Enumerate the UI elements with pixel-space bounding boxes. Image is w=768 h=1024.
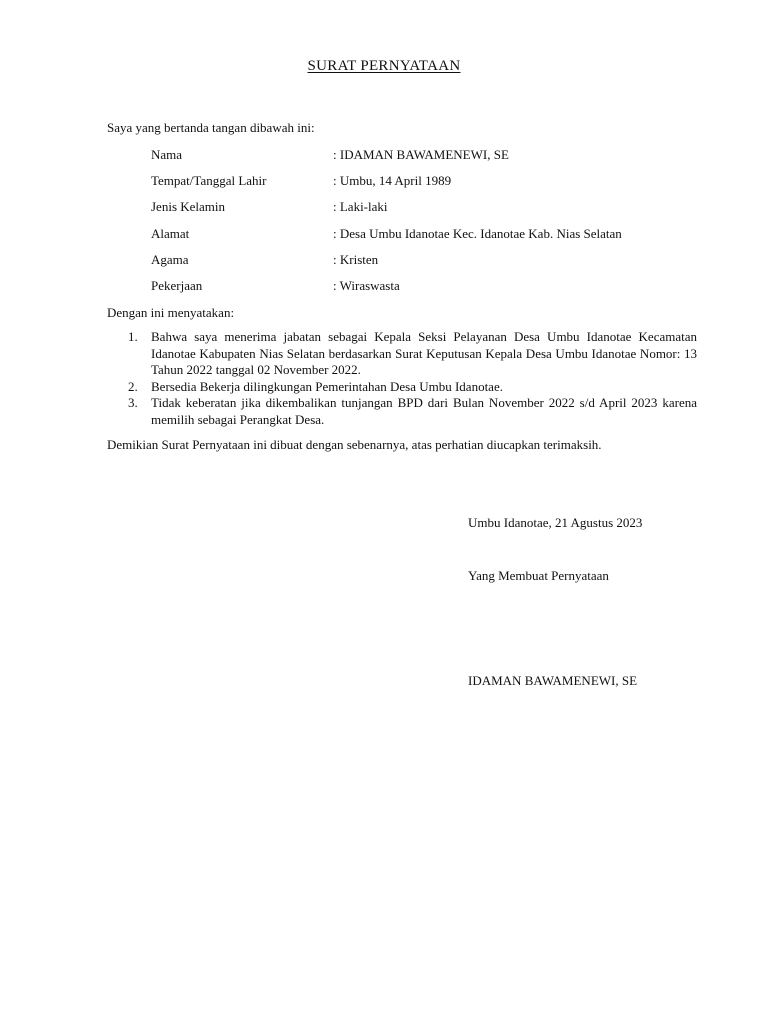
list-item (107, 329, 697, 379)
field-row-agama (151, 252, 711, 270)
list-item-text: Tidak keberatan jika dikembalikan tunjangan BPD dari Bulan November 2022 s/d April 2023 karena memilih sebagai Perangkat Desa. (151, 395, 697, 427)
field-label: Jenis Kelamin (151, 199, 226, 214)
statement-list (107, 329, 697, 428)
list-item-number: 1. (128, 329, 138, 344)
field-value: : Desa Umbu Idanotae Kec. Idanotae Kab. Nias Selatan (333, 226, 622, 241)
field-value: : Umbu, 14 April 1989 (333, 173, 452, 188)
signature-place-date: Umbu Idanotae, 21 Agustus 2023 (468, 515, 643, 530)
field-row-pekerjaan (151, 278, 711, 296)
list-item-number: 3. (128, 395, 138, 410)
signature-name: IDAMAN BAWAMENEWI, SE (468, 673, 638, 688)
intro-text: Saya yang bertanda tangan dibawah ini: (107, 120, 315, 135)
field-value: : Laki-laki (333, 199, 388, 214)
field-row-nama (151, 147, 711, 165)
field-value: : Kristen (333, 252, 379, 267)
list-item-number: 2. (128, 378, 138, 394)
list-item-text: Bersedia Bekerja dilingkungan Pemerintahan Desa Umbu Idanotae. (151, 378, 503, 394)
field-label: Alamat (151, 226, 190, 241)
list-item (107, 395, 697, 428)
list-item-text: Bahwa saya menerima jabatan sebagai Kepala Seksi Pelayanan Desa Umbu Idanotae Kecamatan Idanotae Kabupaten Nias Selatan berdasarkan Surat Keputusan Kepala Desa Umbu Idanotae Nomor: 13 Tahun 2022 tanggal 02 November 2022. (151, 329, 697, 377)
closing-text: Demikian Surat Pernyataan ini dibuat dengan sebenarnya, atas perhatian diucapkan terimaksih. (107, 437, 602, 452)
field-value: : IDAMAN BAWAMENEWI, SE (333, 147, 509, 162)
field-label: Nama (151, 147, 183, 162)
field-label: Pekerjaan (151, 278, 203, 293)
field-label: Agama (151, 252, 189, 267)
signature-maker-label: Yang Membuat Pernyataan (468, 568, 609, 583)
field-value: : Wiraswasta (333, 278, 400, 293)
field-label: Tempat/Tanggal Lahir (151, 173, 267, 188)
document-title: SURAT PERNYATAAN (307, 58, 461, 74)
field-row-tempat-tanggal-lahir (151, 173, 711, 191)
list-item (107, 379, 697, 396)
field-row-jenis-kelamin (151, 199, 711, 217)
declaration-intro: Dengan ini menyatakan: (107, 305, 235, 320)
field-row-alamat (151, 226, 711, 244)
